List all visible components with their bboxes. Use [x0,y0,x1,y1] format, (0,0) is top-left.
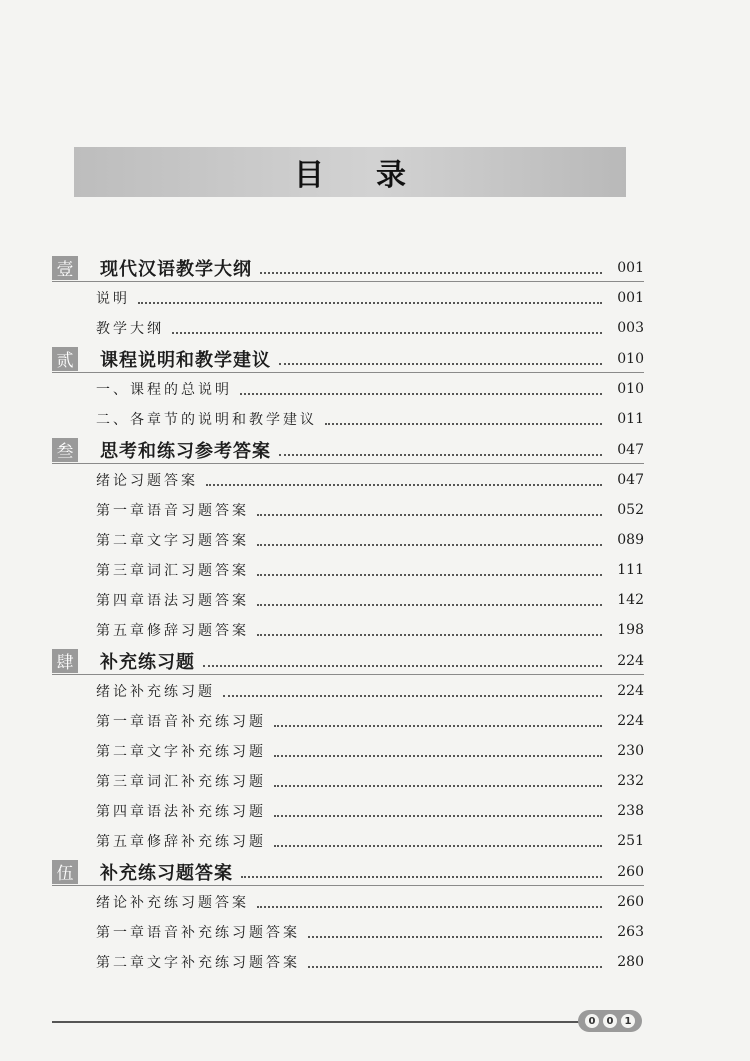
chapter-title: 课程说明和教学建议 [100,349,271,371]
page-number: 263 [617,924,644,940]
entry-title: 说明 [96,291,130,307]
dot-leader [260,272,602,274]
toc-entry[interactable] [52,826,644,856]
toc-entry[interactable] [52,736,644,766]
toc-entry[interactable] [52,676,644,706]
entry-title: 教学大纲 [96,321,164,337]
page-number: 224 [617,713,644,729]
page-number: 142 [617,592,644,608]
toc-entry[interactable] [52,585,644,615]
toc-chapter[interactable] [52,434,644,465]
entry-title: 一、课程的总说明 [96,382,232,398]
page-number: 047 [617,441,644,458]
entry-title: 第五章修辞习题答案 [96,623,249,639]
page-number: 260 [617,863,644,880]
page-number: 011 [617,411,644,427]
toc-entry[interactable] [52,555,644,585]
page-number: 047 [617,472,644,488]
dot-leader [138,302,602,304]
page-number: 198 [617,622,644,638]
dot-leader [279,363,602,365]
toc-entry[interactable] [52,706,644,736]
toc-entry[interactable] [52,283,644,313]
entry-title: 第一章语音补充练习题答案 [96,925,300,941]
entry-title: 第三章词汇补充练习题 [96,774,266,790]
dot-leader [206,484,602,486]
page-number: 260 [617,894,644,910]
page-number: 003 [617,320,644,336]
page-number: 001 [617,259,644,276]
toc-entry[interactable] [52,615,644,645]
page-number: 238 [617,803,644,819]
dot-leader [274,845,602,847]
entry-title: 绪论补充练习题答案 [96,895,249,911]
page-number: 224 [617,683,644,699]
entry-title: 绪论补充练习题 [96,684,215,700]
toc-entry[interactable] [52,465,644,495]
dot-leader [274,815,602,817]
entry-title: 第二章文字习题答案 [96,533,249,549]
dot-leader [257,544,602,546]
page-number: 111 [617,562,644,578]
entry-title: 第二章文字补充练习题答案 [96,955,300,971]
dot-leader [274,755,602,757]
folio-digit: 1 [621,1014,635,1028]
page-title: 目录 [294,158,458,193]
page-number: 052 [617,502,644,518]
page-number: 224 [617,652,644,669]
footer-rule [52,1021,584,1023]
page-number: 001 [617,290,644,306]
entry-title: 二、各章节的说明和教学建议 [96,412,317,428]
dot-leader [172,332,602,334]
entry-title: 第五章修辞补充练习题 [96,834,266,850]
page-number: 010 [617,381,644,397]
dot-leader [257,514,602,516]
entry-title: 第二章文字补充练习题 [96,744,266,760]
dot-leader [203,665,602,667]
dot-leader [279,454,602,456]
page-number: 010 [617,350,644,367]
entry-title: 第一章语音习题答案 [96,503,249,519]
toc-chapter[interactable] [52,343,644,374]
chapter-badge: 肆 [52,649,78,673]
toc-entry[interactable] [52,887,644,917]
toc-entry[interactable] [52,374,644,404]
dot-leader [223,695,602,697]
toc-chapter[interactable] [52,252,644,283]
dot-leader [257,906,602,908]
toc-entry[interactable] [52,796,644,826]
toc-entry[interactable] [52,766,644,796]
chapter-badge: 伍 [52,860,78,884]
toc-entry[interactable] [52,525,644,555]
dot-leader [257,574,602,576]
chapter-badge: 壹 [52,256,78,280]
chapter-title: 补充练习题 [100,651,195,673]
dot-leader [257,634,602,636]
page-number: 251 [617,833,644,849]
page-number: 230 [617,743,644,759]
dot-leader [325,423,602,425]
toc-chapter[interactable] [52,856,644,887]
title-banner [74,147,626,197]
entry-title: 第三章词汇习题答案 [96,563,249,579]
chapter-title: 现代汉语教学大纲 [100,258,252,280]
chapter-title: 思考和练习参考答案 [100,440,271,462]
page-number: 089 [617,532,644,548]
dot-leader [274,785,602,787]
folio-digit: 0 [585,1014,599,1028]
toc-entry[interactable] [52,917,644,947]
folio-page-number [578,1010,642,1032]
dot-leader [274,725,602,727]
table-of-contents [52,252,644,977]
entry-title: 第四章语法习题答案 [96,593,249,609]
entry-title: 第一章语音补充练习题 [96,714,266,730]
dot-leader [240,393,602,395]
dot-leader [241,876,602,878]
toc-entry[interactable] [52,404,644,434]
toc-chapter[interactable] [52,645,644,676]
dot-leader [257,604,602,606]
chapter-badge: 叁 [52,438,78,462]
toc-entry[interactable] [52,495,644,525]
chapter-badge: 贰 [52,347,78,371]
folio-digit: 0 [603,1014,617,1028]
toc-entry[interactable] [52,313,644,343]
dot-leader [308,936,602,938]
page-number: 232 [617,773,644,789]
toc-entry[interactable] [52,947,644,977]
dot-leader [308,966,602,968]
chapter-title: 补充练习题答案 [100,862,233,884]
entry-title: 绪论习题答案 [96,473,198,489]
entry-title: 第四章语法补充练习题 [96,804,266,820]
page-number: 280 [617,954,644,970]
